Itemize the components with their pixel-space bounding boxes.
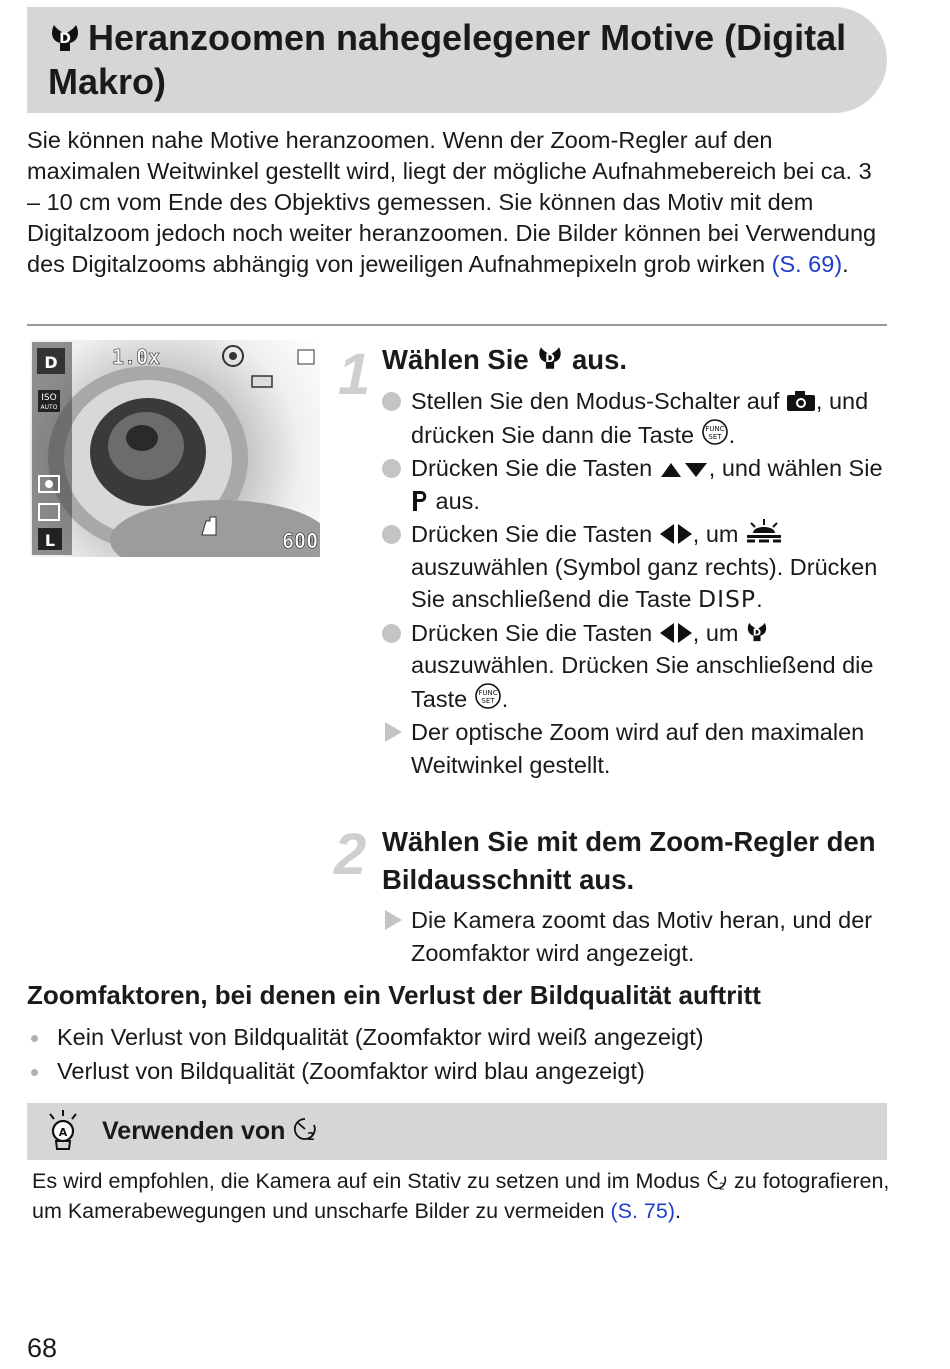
step-2-list [382, 904, 892, 970]
svg-text:D: D [44, 353, 58, 372]
page-title: D Heranzoomen nahegelegener Motive (Digital Makro) [48, 17, 847, 102]
record-mode-icon [223, 346, 243, 366]
list-item: Drücken Sie die Tasten , um auszuwählen (Symbol ganz rechts). Drücken Sie anschließend die Taste DISP. [382, 518, 892, 616]
divider [27, 324, 887, 326]
result-arrow-icon [385, 722, 402, 742]
svg-text:FUNC: FUNC [478, 688, 498, 697]
list-item: Kein Verlust von Bildqualität (Zoomfaktor wird weiß angezeigt) [27, 1020, 704, 1054]
list-item: Der optische Zoom wird auf den maximalen Weitwinkel gestellt. [382, 716, 892, 781]
lightbulb-icon [45, 1109, 81, 1155]
result-arrow-icon [385, 910, 402, 930]
image-size-icon [38, 528, 62, 550]
macro-range-icon [745, 519, 783, 545]
digital-macro-icon [745, 620, 769, 644]
digital-macro-icon [48, 21, 82, 55]
left-right-arrows-icon [659, 622, 693, 644]
svg-text:SET: SET [481, 696, 495, 705]
svg-text:FUNC: FUNC [704, 424, 725, 433]
up-down-arrows-icon [659, 461, 709, 479]
step-number-2: 2 [334, 822, 367, 887]
intro-paragraph: Sie können nahe Motive heranzoomen. Wenn der Zoom-Regler auf den maximalen Weitwinkel gestellt wird, liegt der mögliche Aufnahmebereich bei ca. 3 – 10 cm vom Ende des Objektivs gemessen. Sie können das Motiv mit dem Digitalzoom jedoch noch weiter heranzoomen. Die Bilder können bei Verwendung des Digitalzooms abhängig von jeweiligen Aufnahmepixeln grob wirken (S. 69). [27, 127, 877, 277]
svg-text:L: L [44, 531, 56, 550]
step-number-1: 1 [338, 342, 371, 407]
svg-text:A: A [58, 1126, 68, 1139]
step-2-title: Wählen Sie mit dem Zoom-Regler den Bildausschnitt aus. [382, 826, 876, 895]
page-link-69[interactable]: (S. 69) [771, 251, 843, 277]
page-link-75[interactable]: (S. 75) [610, 1199, 675, 1223]
quality-list [27, 1020, 704, 1088]
digital-macro-icon [536, 344, 564, 372]
bullet-icon [382, 392, 401, 411]
battery-icon [252, 376, 272, 387]
bullet-icon [31, 1069, 38, 1076]
step-1-title: Wählen Sie D aus. [382, 344, 628, 375]
func-set-button-icon [474, 682, 502, 710]
svg-text:D: D [59, 31, 71, 47]
bullet-icon [382, 459, 401, 478]
tip-title: Verwenden von 2 [102, 1115, 318, 1147]
list-item: Stellen Sie den Modus-Schalter auf , und drücken Sie dann die Taste FUNC SET . [382, 385, 892, 451]
camera-icon [298, 350, 314, 364]
list-item: Drücken Sie die Tasten , um D auszuwählen. Drücken Sie anschließend die Taste FUNC SET . [382, 617, 892, 716]
zoom-factor: 1.0x [112, 345, 161, 369]
svg-text:AUTO: AUTO [40, 404, 58, 411]
self-timer-2s-icon [706, 1169, 728, 1191]
svg-text:ISO: ISO [41, 393, 57, 403]
bullet-icon [382, 624, 401, 643]
func-set-button-icon [701, 418, 729, 446]
svg-text:D: D [752, 627, 762, 639]
bullet-icon [31, 1035, 38, 1042]
digital-macro-icon [37, 348, 65, 374]
disp-label: DISP [697, 585, 757, 613]
tip-text: Es wird empfohlen, die Kamera auf ein Stativ zu setzen und im Modus 2 zu fotografieren, um Kamerabewegungen und unscharfe Bilder zu vermeiden (S. 75). [32, 1169, 890, 1223]
step-1-list [382, 385, 892, 782]
tip-header [27, 1103, 887, 1160]
quality-heading: Zoomfaktoren, bei denen ein Verlust der Bildqualität auftritt [27, 980, 761, 1010]
svg-text:2: 2 [307, 1130, 316, 1142]
iso-auto-icon [38, 390, 60, 412]
svg-text:2: 2 [719, 1181, 726, 1191]
list-item: Drücken Sie die Tasten , und wählen Sie aus. [382, 452, 892, 517]
list-item: Die Kamera zoomt das Motiv heran, und der Zoomfaktor wird angezeigt. [382, 904, 892, 969]
bullet-icon [382, 525, 401, 544]
lcd-overlay [30, 340, 320, 557]
lcd-screen-image [30, 340, 320, 557]
shots-remaining: 600 [282, 529, 319, 553]
svg-text:D: D [545, 351, 556, 366]
self-timer-2s-icon [292, 1116, 318, 1142]
left-right-arrows-icon [659, 523, 693, 545]
camera-icon [786, 390, 816, 412]
program-mode-icon [411, 490, 429, 512]
page-number: 68 [27, 1333, 58, 1363]
svg-text:SET: SET [708, 432, 722, 441]
list-item: Verlust von Bildqualität (Zoomfaktor wird blau angezeigt) [27, 1054, 704, 1088]
